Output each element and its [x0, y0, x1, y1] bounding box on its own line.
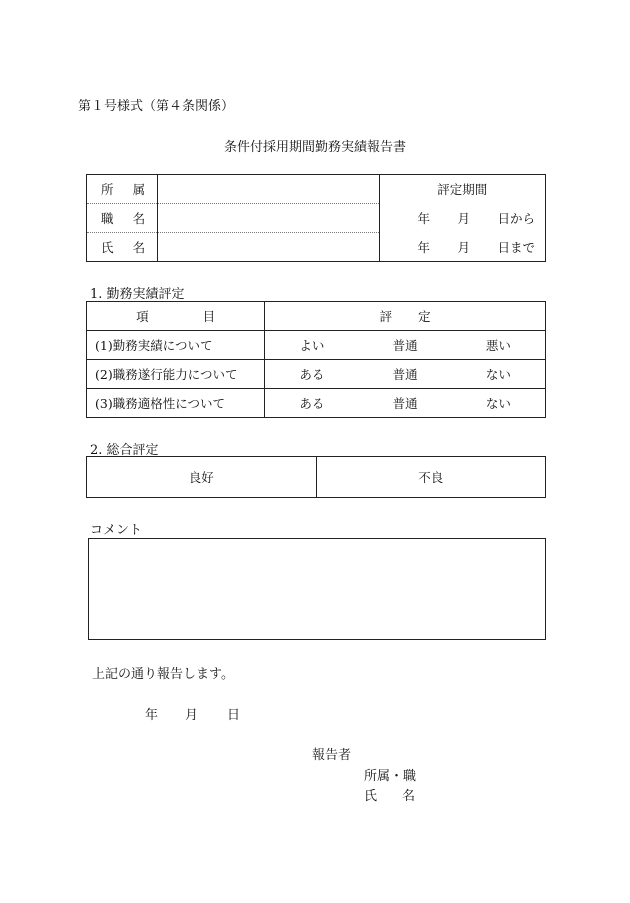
reporter-name: 氏 名 — [364, 789, 416, 804]
reporter-dept: 所属・職 — [364, 769, 417, 784]
name-field[interactable] — [158, 233, 379, 262]
report-statement: 上記の通り報告します。 — [92, 667, 234, 682]
comment-box[interactable] — [88, 538, 546, 640]
option[interactable]: 普通 — [392, 367, 418, 382]
period-from[interactable]: 年 月 日から — [379, 204, 545, 233]
period-to[interactable]: 年 月 日まで — [379, 233, 545, 262]
form-id: 第１号様式（第４条関係） — [78, 99, 235, 114]
name-label-cell: 氏 名 — [87, 233, 158, 262]
option[interactable]: ある — [299, 367, 325, 382]
dept-field[interactable] — [158, 175, 379, 204]
report-date[interactable]: 年 月 日 — [145, 708, 241, 723]
option[interactable]: 普通 — [392, 396, 418, 411]
info-table — [86, 174, 546, 262]
eval-item-1: (1)勤務実績について — [87, 331, 265, 360]
eval-options-2[interactable] — [265, 360, 546, 389]
post-label-cell: 職 名 — [87, 204, 158, 233]
eval-item-2: (2)職務遂行能力について — [87, 360, 265, 389]
eval-options-3[interactable] — [265, 389, 546, 418]
document-title: 条件付採用期間勤務実績報告書 — [223, 140, 406, 155]
overall-bad-option[interactable]: 不良 — [316, 457, 546, 498]
eval-options-1[interactable] — [265, 331, 546, 360]
overall-good-option[interactable]: 良好 — [87, 457, 317, 498]
evaluation-table — [86, 301, 546, 418]
overall-table — [86, 456, 546, 498]
option[interactable]: 普通 — [392, 338, 418, 353]
col-eval-header: 評 定 — [265, 302, 546, 331]
option[interactable]: ない — [485, 396, 511, 411]
eval-item-3: (3)職務適格性について — [87, 389, 265, 418]
post-field[interactable] — [158, 204, 379, 233]
option[interactable]: 悪い — [485, 338, 511, 353]
period-label: 評定期間 — [379, 175, 545, 204]
comment-label: コメント — [90, 523, 143, 538]
col-item-header: 項 目 — [87, 302, 265, 331]
option[interactable]: よい — [299, 338, 325, 353]
option[interactable]: ない — [485, 367, 511, 382]
reporter-label: 報告者 — [312, 748, 352, 763]
dept-label-cell: 所 属 — [87, 175, 158, 204]
option[interactable]: ある — [299, 396, 325, 411]
section2-heading: 2. 総合評定 — [90, 443, 159, 458]
section1-heading: 1. 勤務実績評定 — [90, 287, 185, 302]
